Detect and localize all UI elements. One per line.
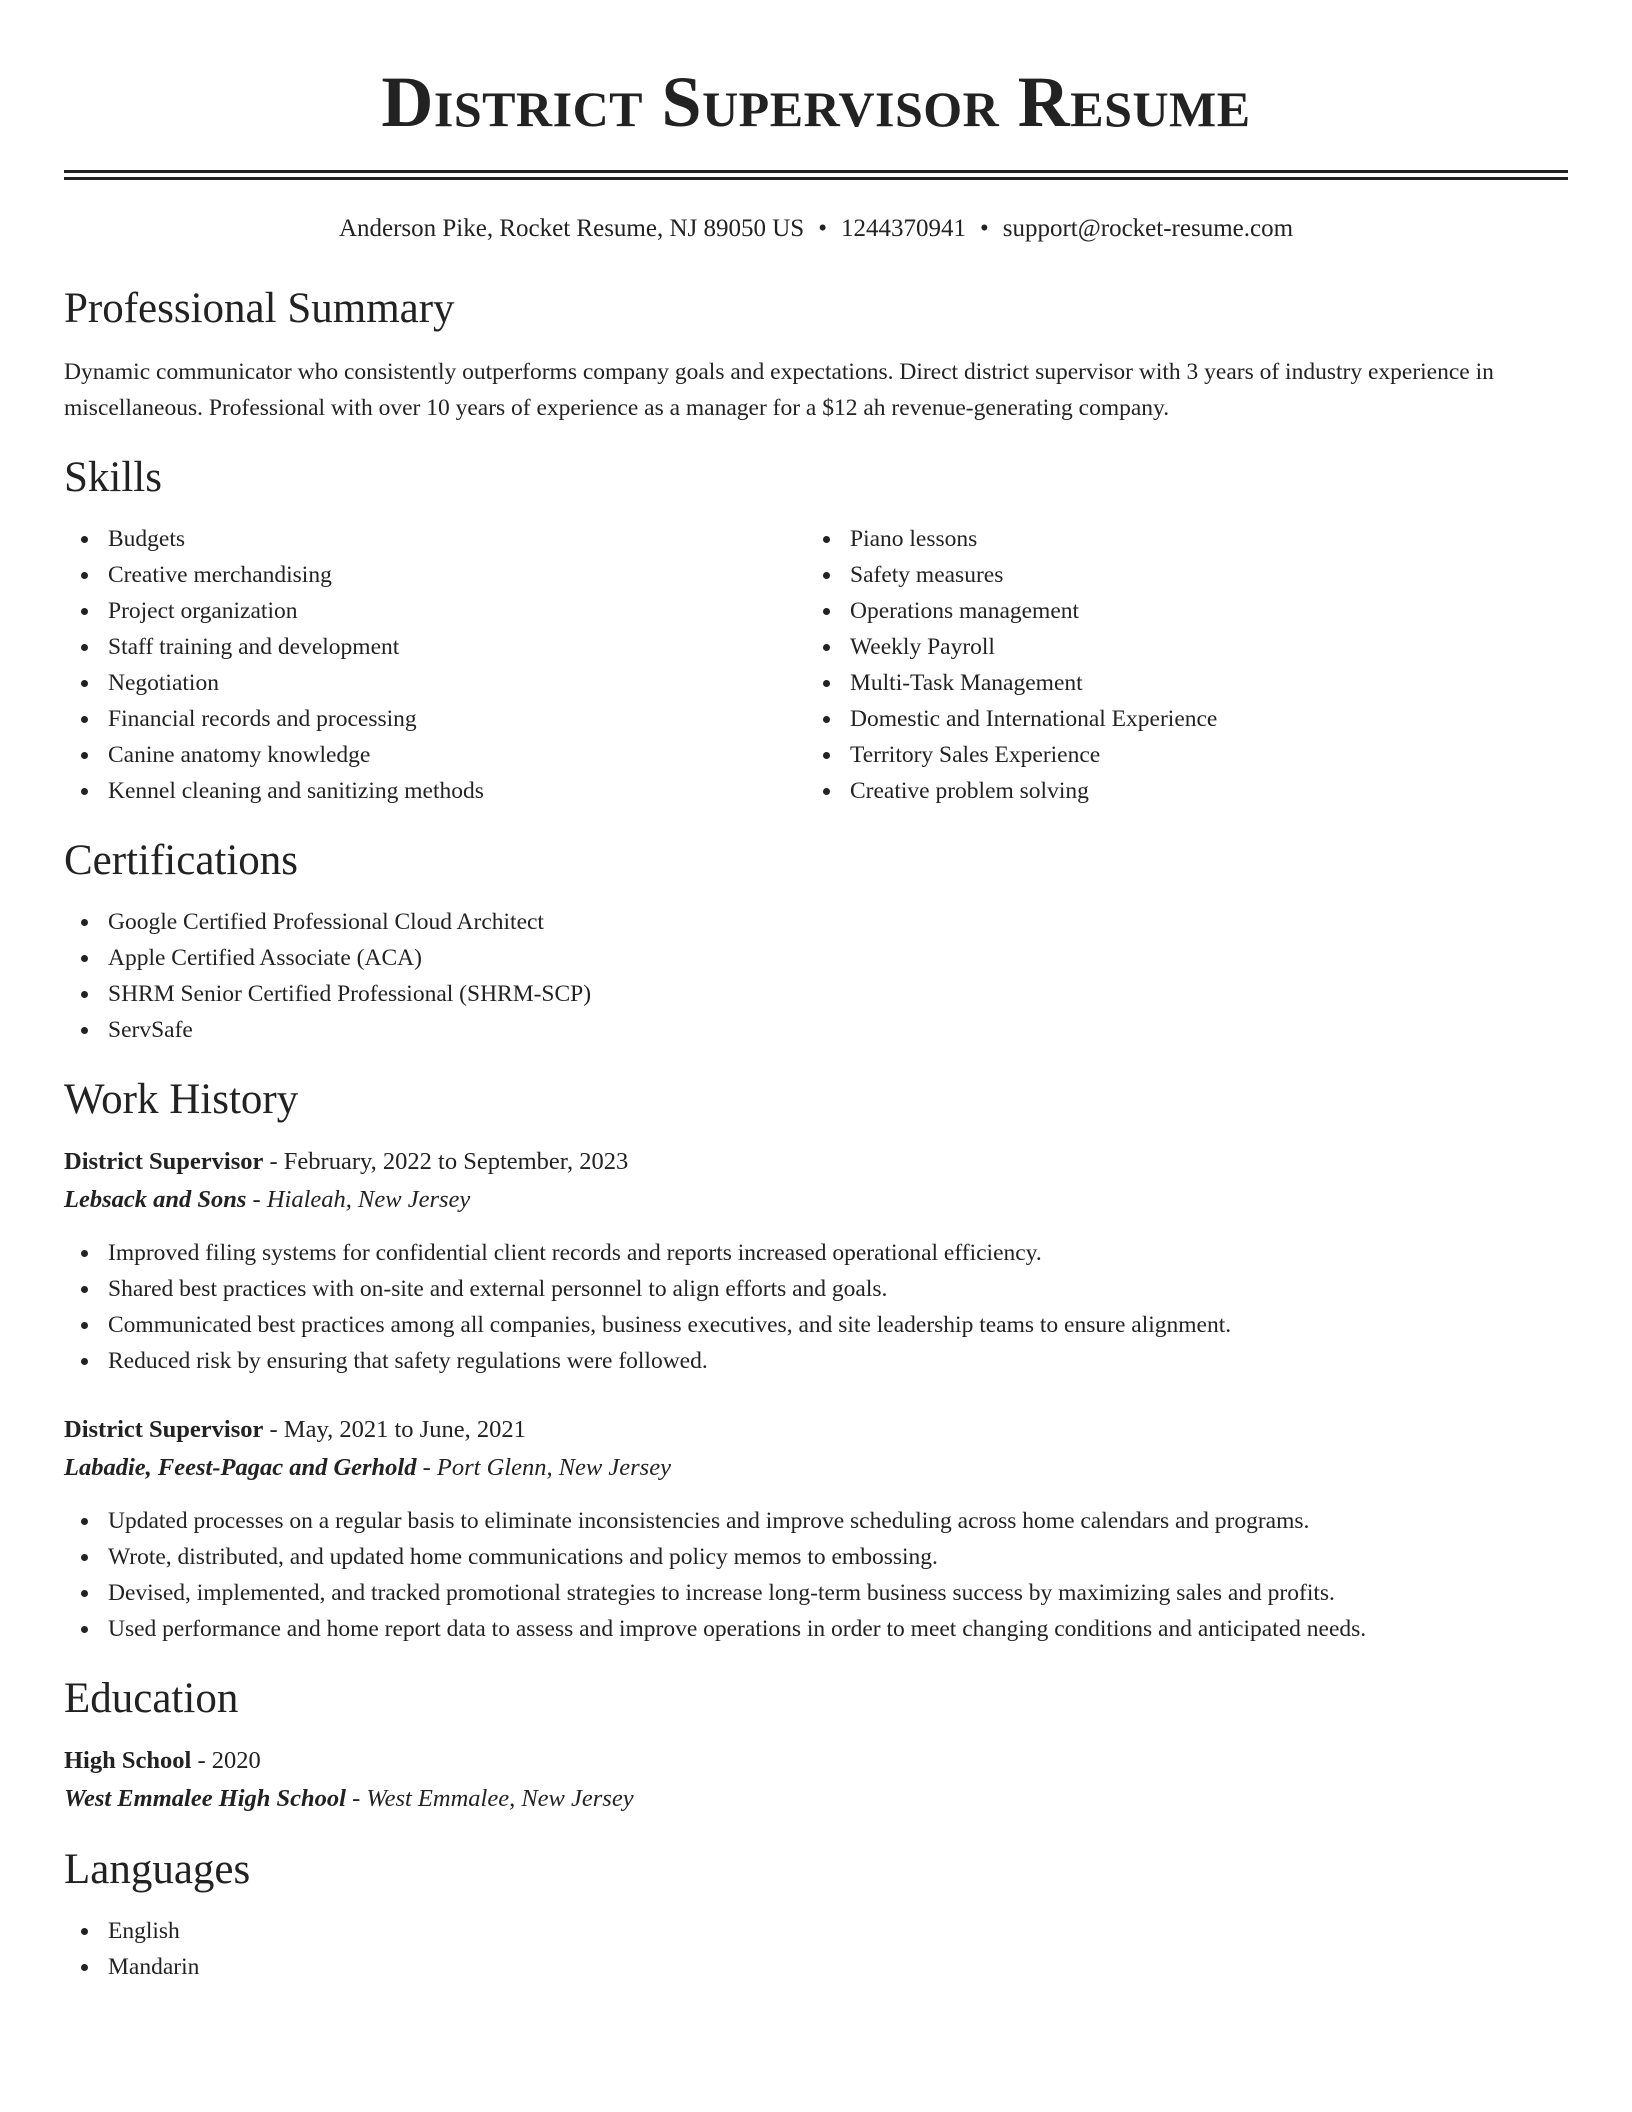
skill-item: Project organization [64, 593, 806, 629]
job-dates: - May, 2021 to June, 2021 [263, 1416, 526, 1443]
languages-list [64, 1913, 1568, 1985]
language-item: English [64, 1913, 1568, 1949]
job-location: - Hialeah, New Jersey [246, 1186, 471, 1213]
job-bullet: Shared best practices with on-site and external personnel to align efforts and goals. [64, 1271, 1568, 1307]
skill-item: Creative problem solving [806, 773, 1548, 809]
job-bullet: Used performance and home report data to assess and improve operations in order to meet changing conditions and anticipated needs. [64, 1611, 1568, 1647]
skills-columns [64, 521, 1568, 809]
skill-item: Canine anatomy knowledge [64, 737, 806, 773]
contact-separator: • [818, 215, 827, 242]
skills-section [64, 456, 1568, 809]
job-entry [64, 1411, 1568, 1647]
certification-item: Google Certified Professional Cloud Architect [64, 904, 1568, 940]
skill-item: Domestic and International Experience [806, 701, 1548, 737]
job-bullet: Reduced risk by ensuring that safety regulations were followed. [64, 1343, 1568, 1379]
contact-line [64, 216, 1568, 241]
certifications-heading: Certifications [64, 837, 299, 884]
job-title: District Supervisor [64, 1148, 264, 1175]
skill-item: Operations management [806, 593, 1548, 629]
job-bullet: Devised, implemented, and tracked promotional strategies to increase long-term business success by maximizing sales and profits. [64, 1575, 1568, 1611]
certification-item: ServSafe [64, 1012, 1568, 1048]
job-dates: - February, 2022 to September, 2023 [263, 1148, 629, 1175]
education-year: - 2020 [191, 1747, 261, 1774]
languages-section [64, 1848, 1568, 1985]
job-bullet: Wrote, distributed, and updated home communications and policy memos to embossing. [64, 1539, 1568, 1575]
skill-item: Financial records and processing [64, 701, 806, 737]
languages-heading: Languages [64, 1846, 251, 1893]
job-bullet: Communicated best practices among all companies, business executives, and site leadership teams to ensure alignment. [64, 1307, 1568, 1343]
skill-item: Weekly Payroll [806, 629, 1548, 665]
work-history-heading: Work History [64, 1076, 299, 1123]
skill-item: Staff training and development [64, 629, 806, 665]
skill-item: Budgets [64, 521, 806, 557]
contact-separator: • [979, 215, 989, 242]
job-bullets [64, 1503, 1568, 1647]
job-title-line [64, 1411, 1568, 1449]
job-company-line [64, 1449, 1568, 1487]
certification-item: SHRM Senior Certified Professional (SHRM-SCP) [64, 976, 1568, 1012]
skill-item: Kennel cleaning and sanitizing methods [64, 773, 806, 809]
job-title: District Supervisor [64, 1416, 264, 1443]
education-entry [64, 1742, 1568, 1818]
education-degree-line [64, 1742, 1568, 1780]
skill-item: Negotiation [64, 665, 806, 701]
skill-item: Multi-Task Management [806, 665, 1548, 701]
work-history-section [64, 1078, 1568, 1647]
summary-heading: Professional Summary [64, 285, 455, 332]
job-company: Lebsack and Sons [64, 1186, 247, 1213]
education-heading: Education [64, 1675, 239, 1722]
job-company: Labadie, Feest-Pagac and Gerhold [64, 1454, 417, 1481]
skills-list-left [64, 521, 806, 809]
certifications-list [64, 904, 1568, 1048]
resume-title: District Supervisor Resume [381, 62, 1251, 142]
job-bullet: Updated processes on a regular basis to eliminate inconsistencies and improve scheduling across home calendars and programs. [64, 1503, 1568, 1539]
skills-list-right [806, 521, 1548, 809]
skill-item: Piano lessons [806, 521, 1548, 557]
skill-item: Safety measures [806, 557, 1548, 593]
skill-item: Territory Sales Experience [806, 737, 1548, 773]
summary-text: Dynamic communicator who consistently outperforms company goals and expectations. Direct district supervisor with 3 years of industry experience in miscellaneous. Professional with over 10 years of experience as a manager for a $12 ah revenue-generating company. [64, 359, 1494, 421]
contact-address: Anderson Pike, Rocket Resume, NJ 89050 US [338, 215, 805, 242]
education-section [64, 1677, 1568, 1818]
job-location: - Port Glenn, New Jersey [416, 1454, 671, 1481]
education-location: - West Emmalee, New Jersey [346, 1785, 634, 1812]
summary-section [64, 287, 1568, 426]
education-degree: High School [64, 1747, 192, 1774]
job-bullets [64, 1235, 1568, 1379]
job-company-line [64, 1181, 1568, 1219]
education-school-line [64, 1780, 1568, 1818]
contact-email: support@rocket-resume.com [1002, 215, 1294, 242]
job-entry [64, 1143, 1568, 1379]
language-item: Mandarin [64, 1949, 1568, 1985]
education-school: West Emmalee High School [64, 1785, 346, 1812]
certifications-section [64, 839, 1568, 1048]
title-divider [64, 170, 1568, 180]
certification-item: Apple Certified Associate (ACA) [64, 940, 1568, 976]
skills-heading: Skills [64, 454, 162, 501]
job-bullet: Improved filing systems for confidential client records and reports increased operational efficiency. [64, 1235, 1568, 1271]
job-title-line [64, 1143, 1568, 1181]
skill-item: Creative merchandising [64, 557, 806, 593]
contact-phone: 1244370941 [840, 215, 966, 242]
